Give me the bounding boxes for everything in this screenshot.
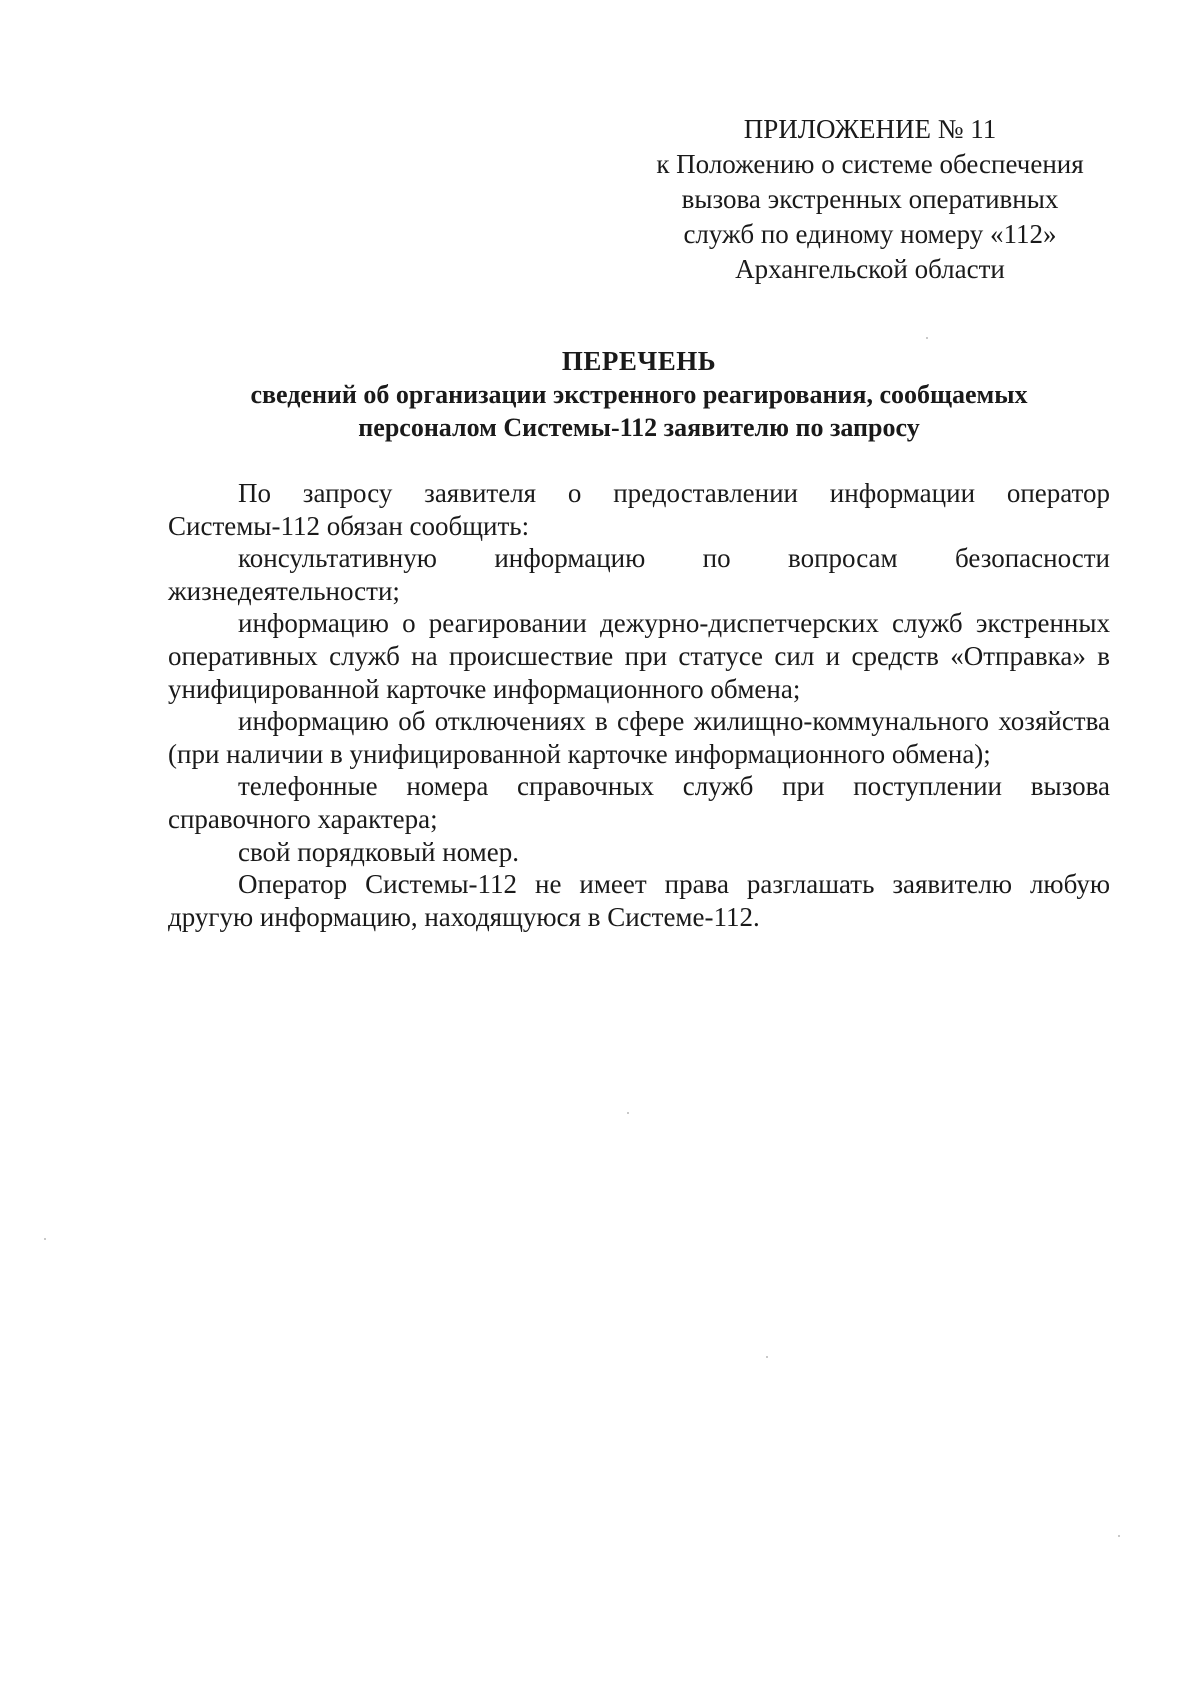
body-paragraph: телефонные номера справочных служб при поступлении вызова справочного характера;	[168, 771, 1110, 834]
appendix-line: служб по единому номеру «112»	[683, 219, 1057, 249]
body-paragraph: консультативную информацию по вопросам безопасности жизнедеятельности;	[168, 543, 1110, 606]
scan-speck	[1118, 1535, 1120, 1537]
body-paragraph: По запросу заявителя о предоставлении информации оператор Системы-112 обязан сообщить:	[168, 478, 1110, 541]
body-paragraph: Оператор Системы-112 не имеет права разглашать заявителю любую другую информацию, находящуюся в Системе-112.	[168, 869, 1110, 932]
body-paragraph: информацию о реагировании дежурно-диспетчерских служб экстренных оперативных служб на происшествие при статусе сил и средств «Отправка» в унифицированной карточке информационного обмена;	[168, 608, 1110, 704]
appendix-line: вызова экстренных оперативных	[681, 184, 1059, 214]
appendix-line: Архангельской области	[735, 254, 1005, 284]
scan-speck	[44, 1238, 46, 1240]
document-body	[168, 477, 1110, 933]
body-paragraph: свой порядковый номер.	[238, 836, 519, 867]
appendix-line: к Положению о системе обеспечения	[656, 149, 1084, 179]
scan-speck	[926, 337, 928, 339]
body-paragraph: информацию об отключениях в сфере жилищно-коммунального хозяйства (при наличии в унифицированной карточке информационного обмена);	[168, 706, 1110, 769]
document-heading	[168, 345, 1110, 444]
document-title: ПЕРЕЧЕНЬ	[561, 346, 717, 376]
scan-speck	[766, 1356, 768, 1358]
document-subtitle-line: сведений об организации экстренного реагирования, сообщаемых	[250, 380, 1028, 409]
document-subtitle-line: персоналом Системы-112 заявителю по запросу	[358, 413, 920, 442]
appendix-number: ПРИЛОЖЕНИЕ № 11	[743, 114, 997, 144]
appendix-header	[630, 112, 1110, 287]
scan-speck	[627, 1112, 629, 1114]
